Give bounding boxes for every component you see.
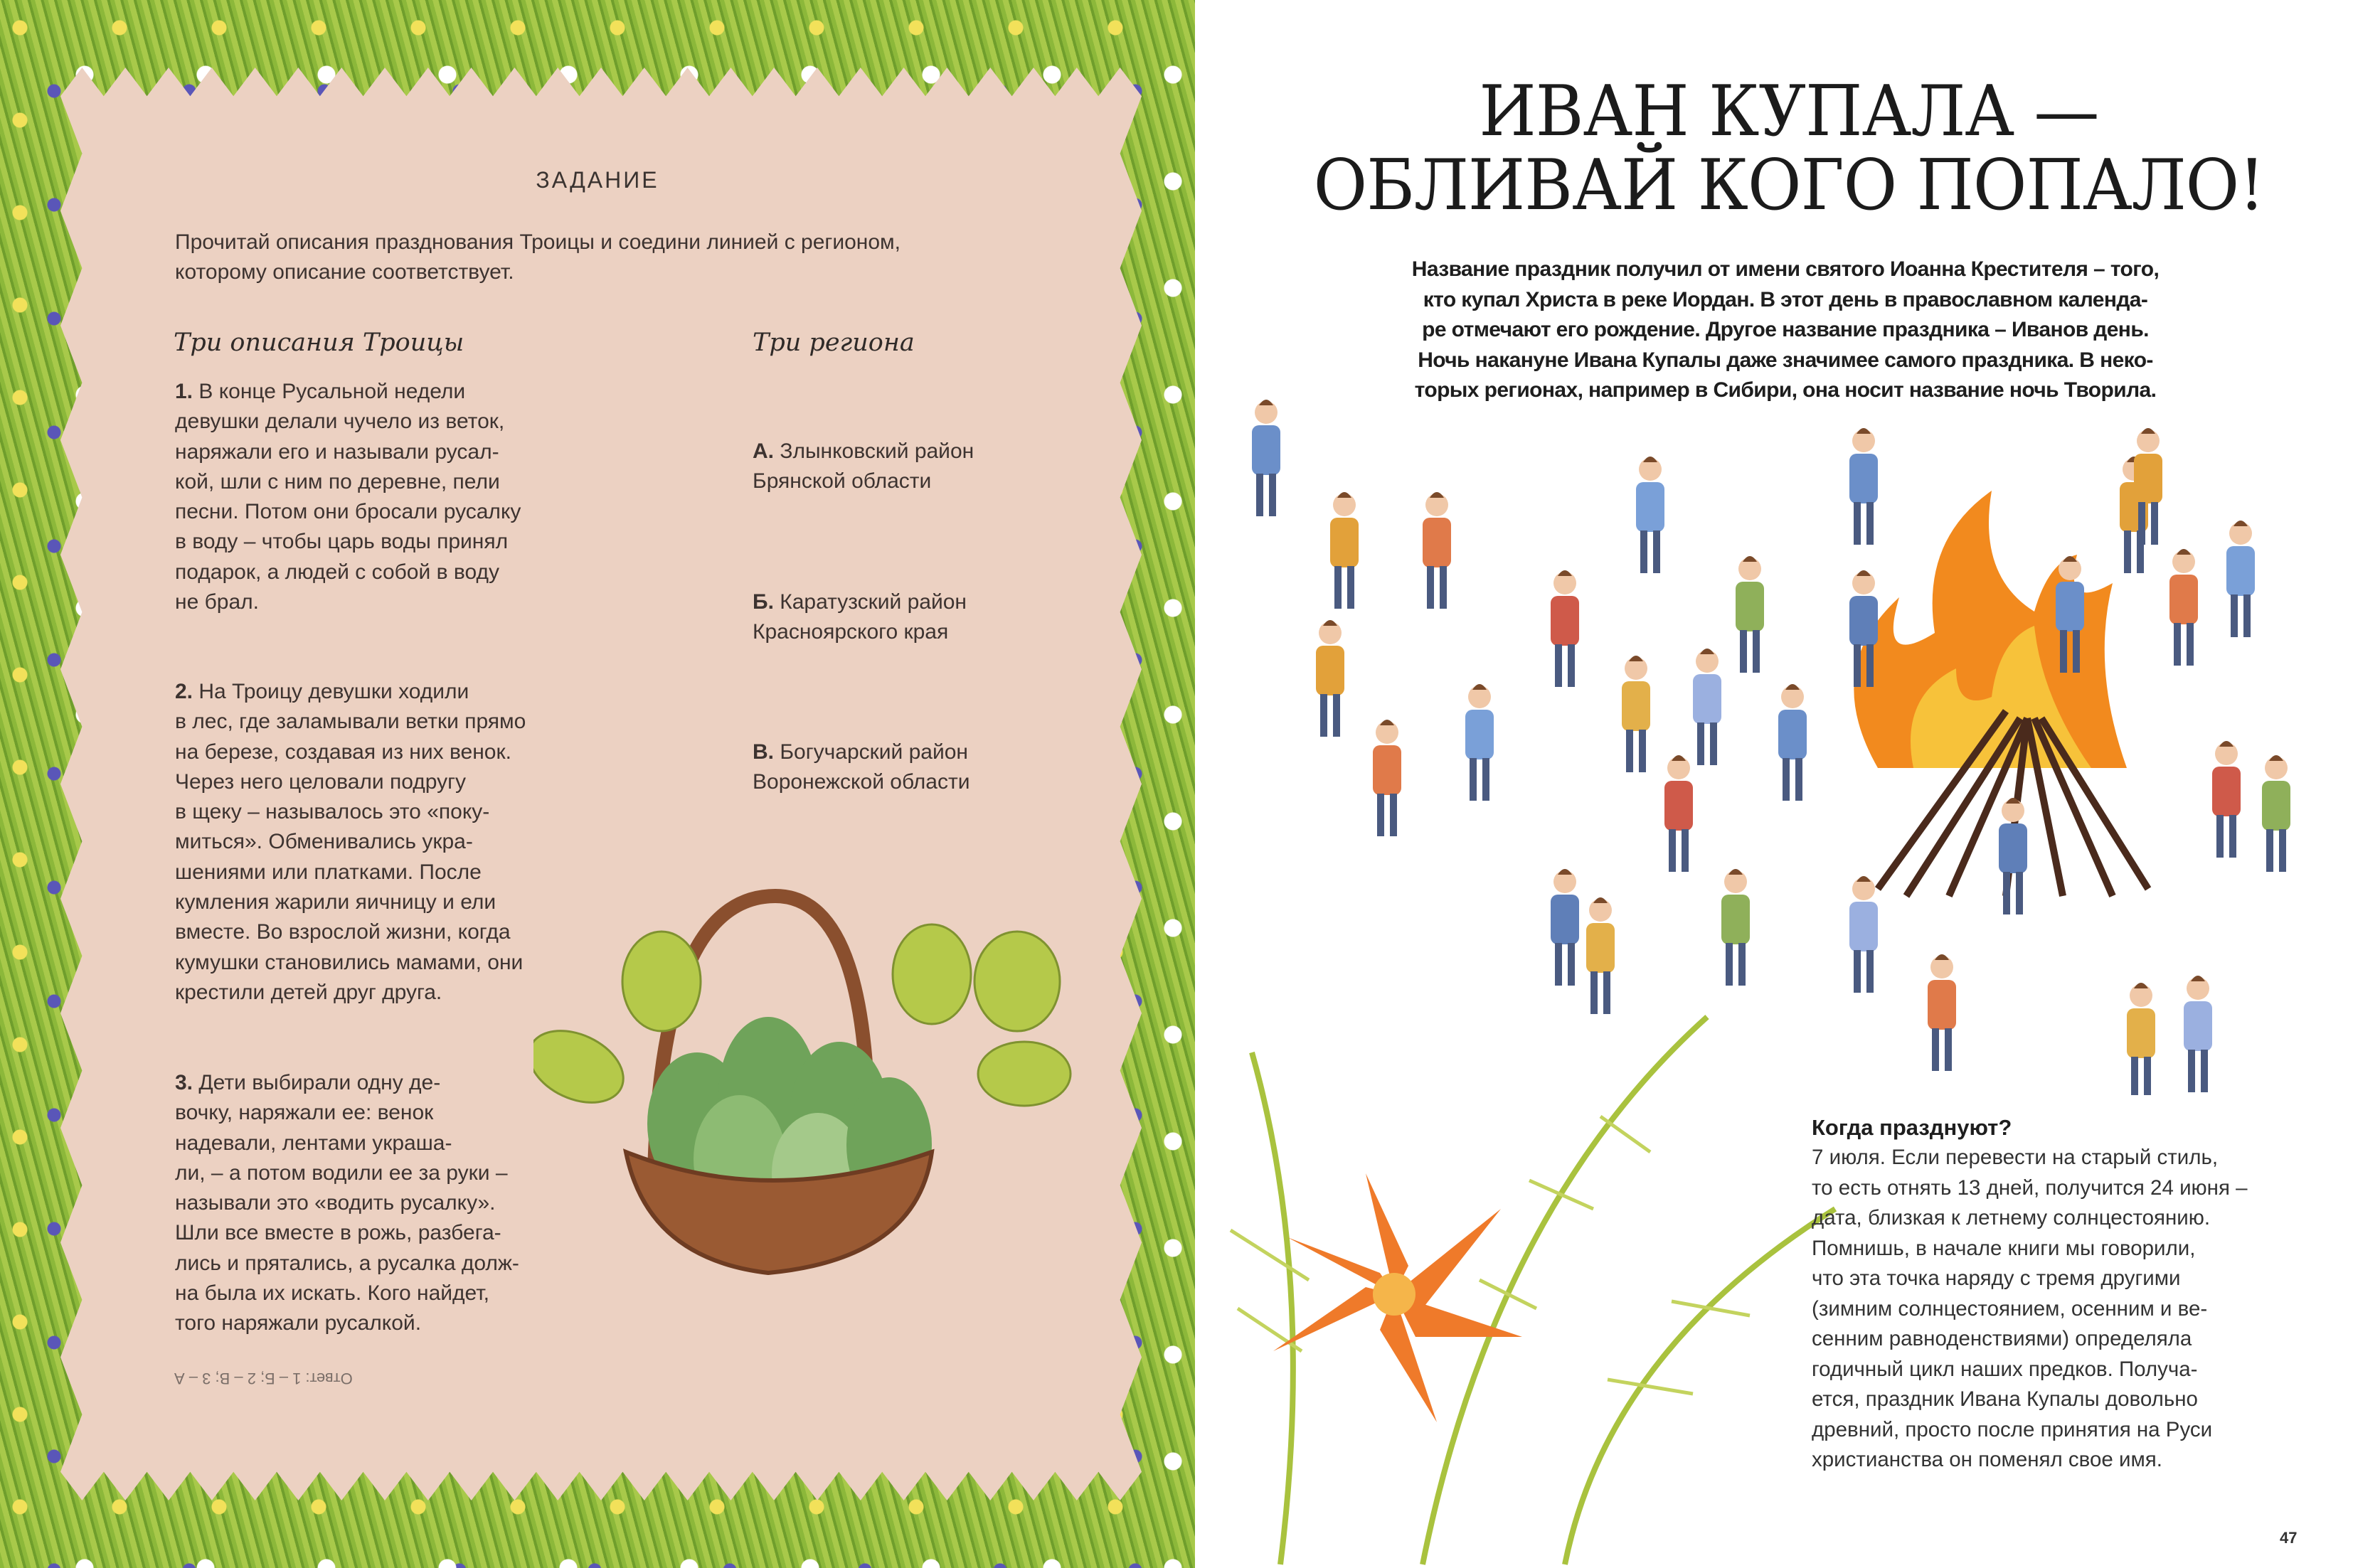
regions-heading: Три региона bbox=[753, 329, 915, 357]
description-text: ли, – а потом водили ее за руки – bbox=[175, 1161, 508, 1185]
person-figure bbox=[2184, 976, 2212, 1092]
description-text: Через него целовали подругу bbox=[175, 769, 467, 794]
page-title bbox=[1238, 71, 2341, 226]
description-line bbox=[175, 467, 616, 497]
description-text: подарок, а людей с собой в воду bbox=[175, 560, 499, 584]
when-line: что эта точка наряду с тремя другими bbox=[1812, 1266, 2181, 1290]
description-text: девушки делали чучело из веток, bbox=[175, 410, 505, 434]
description-line bbox=[175, 377, 616, 407]
description-text: крестили детей друг друга. bbox=[175, 980, 442, 1004]
description-line bbox=[175, 407, 616, 437]
when-line: христианства он поменял свое имя. bbox=[1812, 1448, 2162, 1471]
region-text: Красноярского края bbox=[753, 620, 949, 644]
description-text: надевали, лентами украша- bbox=[175, 1131, 452, 1155]
title-line: ОБЛИВАЙ КОГО ПОПАЛО! bbox=[1313, 145, 2265, 226]
person-figure bbox=[1373, 720, 1401, 836]
region-line bbox=[753, 437, 974, 466]
descriptions-heading: Три описания Троицы bbox=[174, 329, 464, 357]
description-text: вочку, наряжали ее: венок bbox=[175, 1101, 434, 1125]
intro-line: Название праздник получил от имени святого Иоанна Крестителя – того, bbox=[1411, 257, 2160, 281]
person-figure bbox=[1849, 428, 1878, 545]
region-line bbox=[753, 587, 967, 617]
person-figure bbox=[1736, 556, 1764, 673]
description-text: на была их искать. Кого найдет, bbox=[175, 1281, 489, 1306]
region-line bbox=[753, 767, 970, 797]
description-text: в воду – чтобы царь воды принял bbox=[175, 530, 509, 554]
person-figure bbox=[1252, 400, 1280, 516]
answer-text: Ответ: 1 – Б; 2 – В; 3 – А bbox=[174, 1370, 353, 1387]
region-1 bbox=[753, 437, 974, 497]
person-figure bbox=[1622, 656, 1650, 772]
description-text: кумления жарили яичницу и ели bbox=[175, 890, 496, 914]
description-text: не брал. bbox=[175, 590, 259, 614]
intro-line: торых регионах, например в Сибири, она носит название ночь Творила. bbox=[1414, 378, 2157, 402]
person-figure bbox=[1693, 649, 1721, 765]
description-text: наряжали его и называли русал- bbox=[175, 439, 499, 464]
description-line bbox=[175, 587, 616, 617]
description-text: называли это «водить русалку». bbox=[175, 1191, 496, 1215]
description-text: Шли все вместе в рожь, разбега- bbox=[175, 1221, 501, 1245]
description-number: 3. bbox=[175, 1071, 193, 1094]
description-text: в щеку – называлось это «поку- bbox=[175, 800, 490, 824]
intro-paragraph bbox=[1309, 255, 2262, 406]
region-text: Брянской области bbox=[753, 469, 932, 494]
when-line: то есть отнять 13 дней, получится 24 июня – bbox=[1812, 1175, 2248, 1200]
when-line: древний, просто после принятия на Руси bbox=[1812, 1417, 2213, 1441]
when-text bbox=[1812, 1143, 2324, 1476]
region-text: Злынковский район bbox=[774, 439, 974, 463]
region-text: Каратузский район bbox=[773, 590, 967, 614]
instruction-line: Прочитай описания празднования Троицы и соедини линией с регионом, bbox=[175, 230, 901, 254]
title-line: ИВАН КУПАЛА — bbox=[1479, 71, 2099, 152]
person-figure bbox=[1330, 492, 1359, 609]
page-number: 47 bbox=[2280, 1529, 2298, 1547]
person-figure bbox=[2127, 983, 2155, 1095]
description-text: лись и прятались, а русалка долж- bbox=[175, 1251, 519, 1275]
description-line bbox=[175, 797, 616, 827]
description-number: 2. bbox=[175, 680, 193, 703]
description-text: На Троицу девушки ходили bbox=[193, 680, 469, 703]
region-2 bbox=[753, 587, 967, 648]
when-line: дата, близкая к летнему солнцестоянию. bbox=[1812, 1206, 2211, 1230]
when-line: ется, праздник Ивана Купалы довольно bbox=[1812, 1387, 2198, 1411]
person-figure bbox=[1721, 869, 1750, 986]
description-line bbox=[175, 558, 616, 587]
when-line: сенним равноденствиями) определяла bbox=[1812, 1327, 2192, 1350]
person-figure bbox=[2134, 428, 2162, 545]
person-figure bbox=[1778, 684, 1807, 801]
description-line bbox=[175, 527, 616, 557]
description-line bbox=[175, 497, 616, 527]
person-figure bbox=[1465, 684, 1494, 801]
description-line bbox=[175, 1308, 616, 1338]
description-line bbox=[175, 707, 616, 737]
when-line: Помнишь, в начале книги мы говорили, bbox=[1812, 1236, 2196, 1260]
person-figure bbox=[1664, 755, 1693, 872]
when-section bbox=[1812, 1113, 2324, 1476]
person-figure bbox=[1849, 876, 1878, 993]
region-letter: А. bbox=[753, 439, 774, 463]
description-text: вместе. Во взрослой жизни, когда bbox=[175, 920, 511, 944]
description-text: кумушки становились мамами, они bbox=[175, 950, 524, 974]
description-1 bbox=[175, 377, 616, 617]
basket-illustration bbox=[533, 839, 1103, 1294]
person-figure bbox=[1423, 492, 1451, 609]
person-figure bbox=[1551, 570, 1579, 687]
instruction-line: которому описание соответствует. bbox=[175, 260, 514, 284]
description-text: Дети выбирали одну де- bbox=[193, 1071, 441, 1094]
intro-line: кто купал Христа в реке Иордан. В этот день в православном календа- bbox=[1423, 287, 2148, 311]
person-figure bbox=[2226, 521, 2255, 637]
description-number: 1. bbox=[175, 380, 193, 403]
description-text: в лес, где заламывали ветки прямо bbox=[175, 710, 526, 734]
person-figure bbox=[2169, 549, 2198, 666]
description-text: кой, шли с ним по деревне, пели bbox=[175, 469, 500, 494]
person-figure bbox=[2212, 741, 2241, 858]
when-line: годичный цикл наших предков. Получа- bbox=[1812, 1357, 2198, 1381]
region-text: Воронежской области bbox=[753, 770, 970, 794]
region-text: Богучарский район bbox=[774, 740, 969, 764]
instruction bbox=[175, 228, 901, 288]
description-text: В конце Русальной недели bbox=[193, 380, 466, 403]
when-line: (зимним солнцестоянием, осенним и ве- bbox=[1812, 1296, 2208, 1321]
person-figure bbox=[1999, 798, 2027, 914]
description-line bbox=[175, 677, 616, 707]
description-line bbox=[175, 437, 616, 467]
region-line bbox=[753, 737, 970, 767]
region-line bbox=[753, 617, 967, 647]
when-line: 7 июля. Если перевести на старый стиль, bbox=[1812, 1146, 2219, 1169]
description-text: шениями или платками. После bbox=[175, 860, 482, 884]
task-heading: ЗАДАНИЕ bbox=[536, 167, 659, 193]
description-line bbox=[175, 737, 616, 767]
person-figure bbox=[1928, 954, 1956, 1071]
intro-line: Ночь накануне Ивана Купалы даже значимее самого праздника. В неко- bbox=[1418, 348, 2153, 372]
person-figure bbox=[1316, 620, 1344, 737]
description-text: песни. Потом они бросали русалку bbox=[175, 500, 521, 524]
intro-line: ре отмечают его рождение. Другое название праздника – Иванов день. bbox=[1422, 318, 2149, 341]
region-line bbox=[753, 466, 974, 496]
description-line bbox=[175, 767, 616, 797]
when-heading: Когда празднуют? bbox=[1812, 1115, 2012, 1140]
fern-lily-illustration bbox=[1209, 996, 1849, 1568]
description-text: того наряжали русалкой. bbox=[175, 1311, 422, 1335]
festival-illustration bbox=[1238, 398, 2333, 1095]
region-3 bbox=[753, 737, 970, 798]
person-figure bbox=[2262, 755, 2290, 872]
region-letter: Б. bbox=[753, 590, 774, 614]
person-figure bbox=[1551, 869, 1579, 986]
person-figure bbox=[1636, 457, 1664, 573]
region-letter: В. bbox=[753, 740, 774, 764]
description-text: на березе, создавая из них венок. bbox=[175, 740, 511, 764]
description-text: миться». Обменивались укра- bbox=[175, 830, 473, 854]
